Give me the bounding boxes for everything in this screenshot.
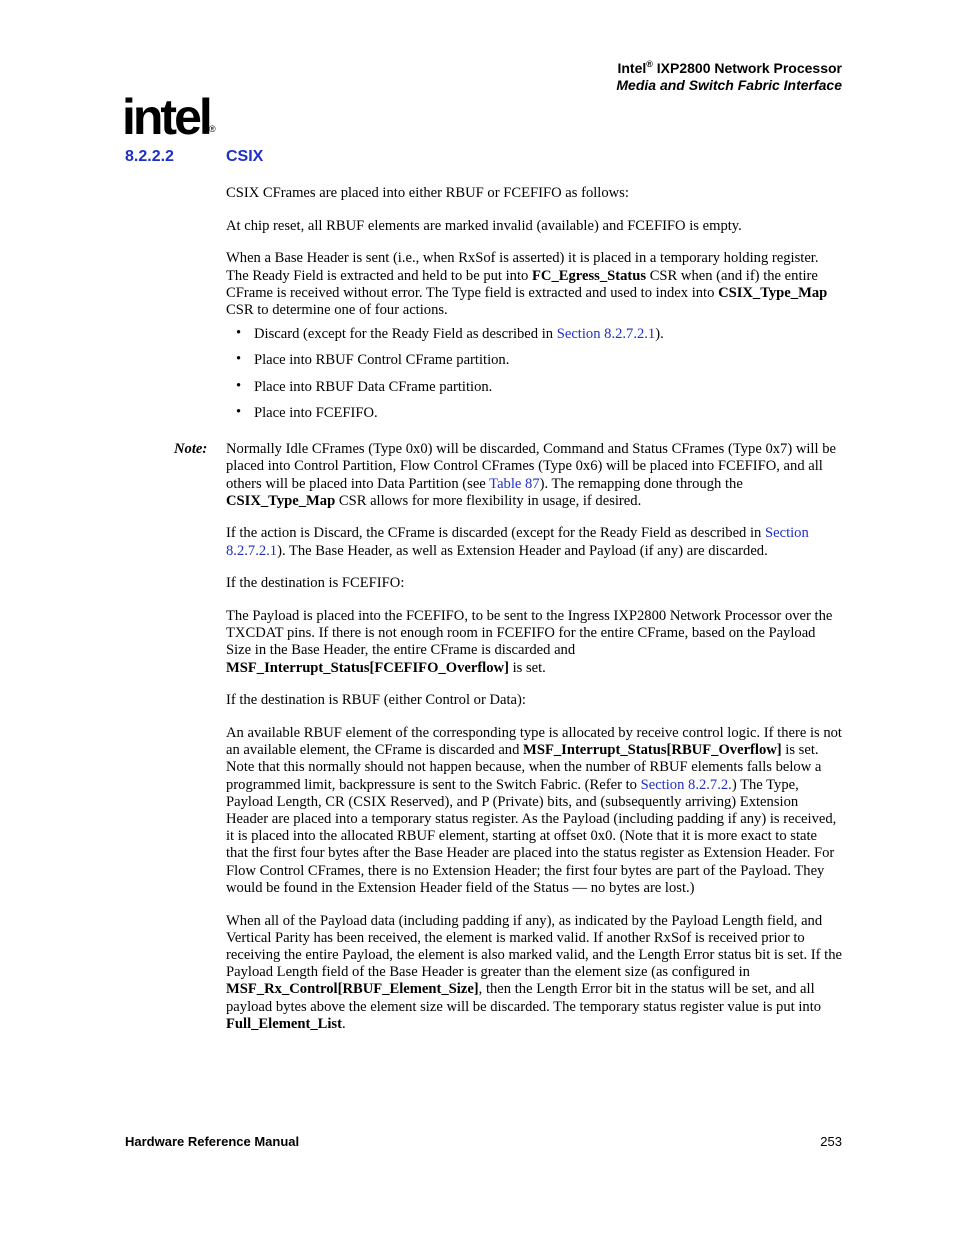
page-number: 253 [820, 1134, 842, 1149]
paragraph-intro: CSIX CFrames are placed into either RBUF or FCEFIFO as follows: [226, 185, 629, 201]
paragraph-rbuf: An available RBUF element of the corresponding type is allocated by receive control logic. If there is not an available element, the CFrame is discarded and MSF_Interrupt_Status[RBUF_Overflow] is set. Note that this normally should not happen because, when the number of RBUF elements falls below a programmed limit, backpressure is sent to the Switch Fabric. (Refer to Section 8.2.7.2.) The Type, Payload Length, CR (CSIX Reserved), and P (Private) bits, and (subsequently arriving) Extension Header are placed into a temporary status register. As the Payload (including padding if any) is received, it is placed into the allocated RBUF element, starting at offset 0x0. (Note that it is more exact to state that the first four bytes after the Base Header are placed into the status register as Extension Header. For Flow Control CFrames, there is no Extension Header; the first four bytes are part of the Payload. They would be found in the Extension Header field of the Status — no bytes are lost.) [226, 725, 842, 896]
list-item: • Discard (except for the Ready Field as described in Section 8.2.7.2.1). [226, 326, 842, 343]
intel-logo [120, 88, 220, 150]
table-link[interactable]: Table 87 [489, 475, 540, 492]
paragraph-fcefifo-heading: If the destination is FCEFIFO: [226, 575, 405, 592]
section-link[interactable]: Section 8.2.7.2. [640, 776, 732, 793]
section-link[interactable]: Section 8.2.7.2.1 [556, 325, 656, 342]
paragraph-reset: At chip reset, all RBUF elements are marked invalid (available) and FCEFIFO is empty. [226, 217, 742, 234]
action-list [226, 326, 842, 422]
paragraph-base-header: When a Base Header is sent (i.e., when RxSof is asserted) it is placed in a temporary holding register. The Ready Field is extracted and held to be put into FC_Egress_Status CSR when (and if) the entire CFrame is received without error. The Type field is extracted and used to index into CSIX_Type_Map CSR to determine one of four actions. [226, 250, 828, 319]
logo-registered-mark: ® [209, 124, 216, 134]
body-text [174, 185, 842, 1048]
logo-wordmark: intel [122, 89, 210, 145]
note [174, 441, 842, 510]
section-link[interactable]: Section 8.2.7.2.1 [226, 525, 809, 559]
note-text: Normally Idle CFrames (Type 0x0) will be discarded, Command and Status CFrames (Type 0x7) will be placed into Control Partition, Flow Control CFrames (Type 0x6) will be placed into FCEFIFO, and all others will be placed into Data Partition (see Table 87). The remapping done through the CSIX_Type_Map CSR allows for more flexibility in usage, if desired. [226, 441, 836, 509]
list-item: • Place into RBUF Data CFrame partition. [226, 379, 842, 396]
running-header [616, 60, 842, 94]
list-item: • Place into RBUF Control CFrame partition. [226, 352, 842, 369]
note-label: Note: [174, 441, 208, 458]
section-number: 8.2.2.2 [125, 148, 174, 165]
header-product-line: Intel® IXP2800 Network Processor [617, 59, 842, 76]
section-heading [125, 148, 263, 166]
list-item: • Place into FCEFIFO. [226, 405, 842, 422]
section-title: CSIX [226, 148, 264, 165]
page-footer [125, 1134, 842, 1149]
paragraph-fcefifo: The Payload is placed into the FCEFIFO, to be sent to the Ingress IXP2800 Network Processor over the TXCDAT pins. If there is not enough room in FCEFIFO for the entire CFrame, based on the Payload Size in the Base Header, the entire CFrame is discarded and MSF_Interrupt_Status[FCEFIFO_Overflow] is set. [226, 608, 833, 676]
paragraph-payload: When all of the Payload data (including padding if any), as indicated by the Payload Length field, and Vertical Parity has been received, the element is marked valid. If another RxSof is received prior to receiving the entire Payload, the element is also marked valid, and the Length Error status bit is set. If the Payload Length field of the Base Header is greater than the element size (as configured in MSF_Rx_Control[RBUF_Element_Size], then the Length Error bit in the status will be set, and all payload bytes above the element size will be discarded. The temporary status register value is put into Full_Element_List. [226, 912, 842, 1032]
paragraph-discard: If the action is Discard, the CFrame is discarded (except for the Ready Field as described in Section 8.2.7.2.1). The Base Header, as well as Extension Header and Payload (if any) are discarded. [226, 525, 809, 559]
header-subtitle: Media and Switch Fabric Interface [616, 77, 842, 93]
footer-title: Hardware Reference Manual [125, 1134, 300, 1149]
paragraph-rbuf-heading: If the destination is RBUF (either Control or Data): [226, 692, 526, 709]
